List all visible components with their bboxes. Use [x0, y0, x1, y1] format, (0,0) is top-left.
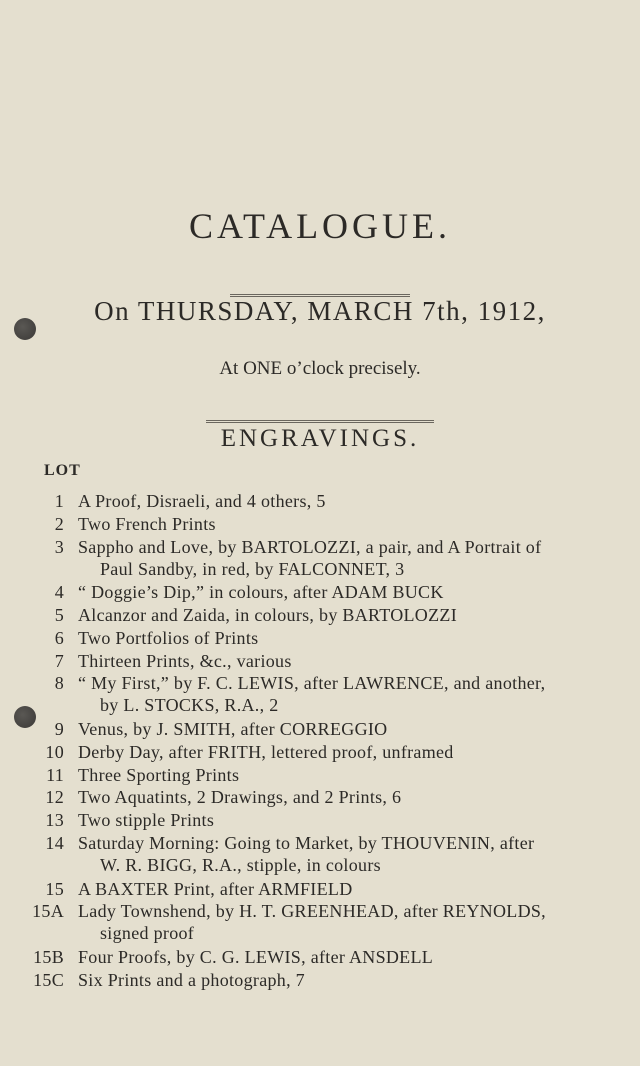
lot-description [78, 490, 634, 512]
lot-description [78, 604, 634, 626]
lot-description-text: A BAXTER Print, after ARMFIELD [78, 878, 353, 899]
lot-description-continuation: signed proof [100, 923, 195, 944]
lot-description-text: Thirteen Prints, &c., various [78, 650, 292, 671]
lot-description [78, 536, 634, 580]
lot-number: 1 [54, 491, 64, 511]
lot-description-text: Two stipple Prints [78, 810, 215, 831]
lot-number: 15A [32, 901, 64, 922]
lot-number: 15B [33, 947, 64, 967]
lot-description-text: Alcanzor and Zaida, in colours, by BARTOLOZZI [78, 605, 457, 625]
lot-number: 12 [45, 787, 64, 808]
catalogue-title: CATALOGUE. [188, 206, 452, 246]
lot-description-text: Four Proofs, by C. G. LEWIS, after ANSDELL [78, 947, 434, 967]
lot-description [78, 832, 634, 876]
lot-description-text: A Proof, Disraeli, and 4 others, 5 [78, 491, 326, 511]
lot-description [78, 650, 634, 672]
lot-description [78, 718, 634, 740]
lot-description-continuation: by L. STOCKS, R.A., 2 [100, 695, 279, 716]
lot-description-text: “ Doggie’s Dip,” in colours, after ADAM BUCK [78, 582, 444, 603]
section-title: ENGRAVINGS. [220, 425, 420, 452]
punch-hole-bottom [14, 706, 36, 728]
lot-number: 4 [54, 582, 64, 603]
lot-description [78, 513, 634, 535]
lot-description [78, 672, 634, 716]
lot-number: 15 [45, 878, 64, 899]
lot-description-text: Sappho and Love, by BARTOLOZZI, a pair, and A Portrait of [78, 536, 542, 557]
lot-description [78, 627, 634, 649]
lot-description [78, 946, 634, 968]
lot-description [78, 764, 634, 786]
lot-description [78, 786, 634, 808]
lot-description [78, 809, 634, 831]
time-rule [206, 420, 434, 423]
lot-description [78, 900, 634, 944]
lot-column-header: LOT [44, 462, 81, 479]
lot-description [78, 581, 634, 603]
lot-number: 10 [45, 741, 64, 762]
lot-description-continuation: Paul Sandby, in red, by FALCONNET, 3 [100, 558, 405, 579]
sale-date: On THURSDAY, MARCH 7th, 1912, [94, 296, 546, 326]
lot-number: 7 [54, 650, 64, 671]
lot-number: 14 [45, 833, 64, 853]
lot-description-text: “ My First,” by F. C. LEWIS, after LAWRENCE, and another, [78, 673, 546, 694]
lot-number: 8 [54, 673, 64, 694]
lot-number: 6 [54, 627, 64, 648]
lot-description-text: Two French Prints [78, 513, 216, 534]
lot-description-text: Six Prints and a photograph, 7 [78, 969, 305, 990]
lot-description-text: Derby Day, after FRITH, lettered proof, unframed [78, 741, 454, 762]
lot-number: 5 [54, 605, 64, 625]
lot-description-text: Two Aquatints, 2 Drawings, and 2 Prints, 6 [78, 787, 402, 808]
lot-number: 3 [54, 536, 64, 557]
lot-number: 15C [33, 969, 64, 990]
lot-description-text: Saturday Morning: Going to Market, by THOUVENIN, after [78, 833, 535, 853]
lot-description-text: Two Portfolios of Prints [78, 627, 259, 648]
lot-number: 9 [54, 719, 64, 739]
lot-description [78, 878, 634, 900]
lot-description-text: Lady Townshend, by H. T. GREENHEAD, after REYNOLDS, [78, 901, 546, 922]
lot-description [78, 969, 634, 991]
lot-number: 11 [46, 764, 64, 785]
lot-number: 2 [54, 513, 64, 534]
lot-number: 13 [45, 810, 64, 831]
lot-description [78, 741, 634, 763]
lot-description-text: Three Sporting Prints [78, 764, 240, 785]
sale-time: At ONE o’clock precisely. [219, 358, 421, 379]
lot-description-text: Venus, by J. SMITH, after CORREGGIO [78, 719, 388, 739]
lot-description-continuation: W. R. BIGG, R.A., stipple, in colours [100, 855, 381, 875]
